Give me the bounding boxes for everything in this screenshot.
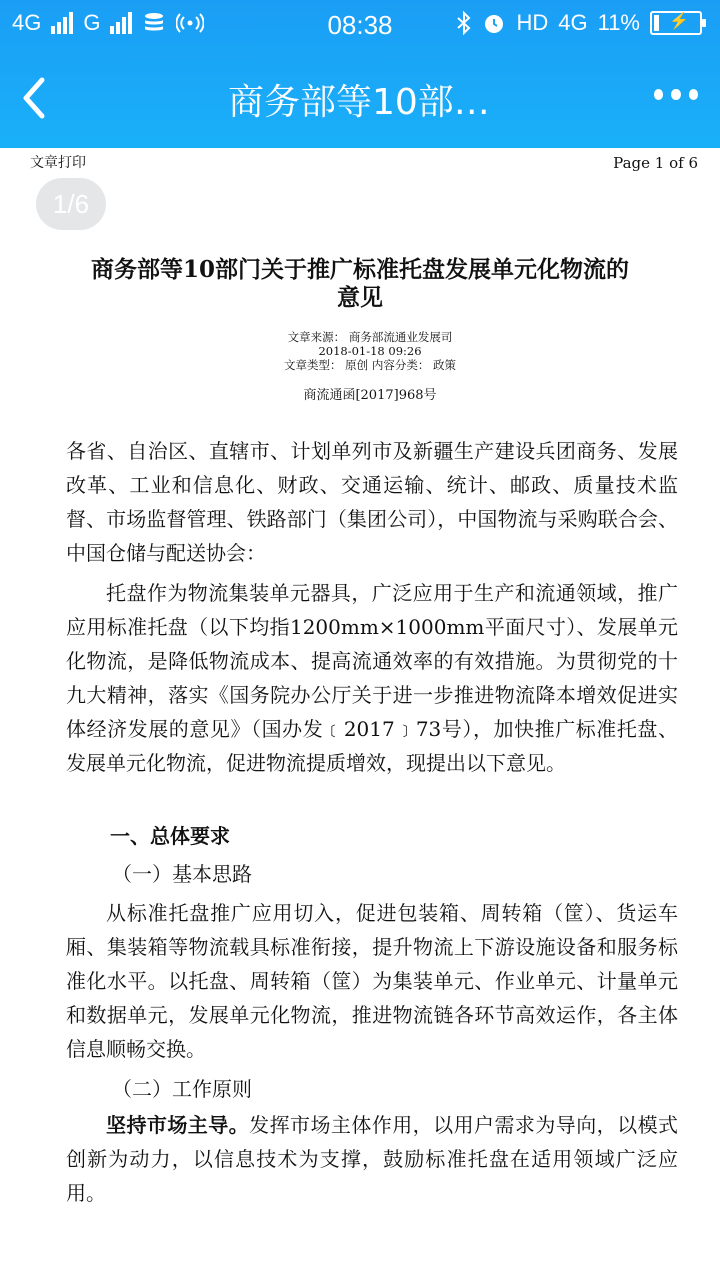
nav-bar [0,58,720,138]
print-label: 文章打印 [30,155,86,171]
network-type-1: 4G [12,10,42,35]
back-arrow-icon[interactable] [14,70,54,126]
page-indicator-badge: 1/6 [36,178,106,230]
principle-text: 发挥市场主体作用，以用户需求为导向，以模式创新为动力，以信息技术为支撑，鼓励标准托盘在适用领域广泛应用。 [66,1113,679,1205]
meta-source: 文章来源： 商务部流通业发展司 [287,330,453,344]
network-type-2: G [83,10,101,35]
battery-percent: 11% [597,10,640,35]
network-type-3: 4G [558,10,588,35]
meta-type: 文章类型： 原创 内容分类： 政策 [284,358,456,372]
battery-icon: ⚡ [650,11,702,35]
document-meta [0,330,720,372]
more-options-icon[interactable] [654,82,698,106]
section-heading-1: 一、总体要求 [110,824,230,848]
document-title-line-2: 意见 [337,284,383,311]
document-title [0,256,720,312]
meta-date: 2018-01-18 09:26 [318,344,422,358]
principle-emphasis: 坚持市场主导。 [106,1113,250,1137]
app-header [0,0,720,148]
subsection-heading-2: （二）工作原则 [112,1077,252,1101]
paragraph-intro: 托盘作为物流集装单元器具，广泛应用于生产和流通领域，推广应用标准托盘（以下均指1200mm×1000mm平面尺寸）、发展单元化物流，是降低物流成本、提高流通效率的有效措施。为贯彻党的十九大精神，落实《国务院办公厅关于进一步推进物流降本增效促进实体经济发展的意见》（国办发﹝2017﹞73号），加快推广标准托盘、发展单元化物流，促进物流提质增效，现提出以下意见。 [66,581,678,775]
page-counter: Page 1 of 6 [613,154,698,172]
bluetooth-icon [456,11,472,35]
status-bar [0,0,720,50]
document-number: 商流通函[2017]968号 [303,388,437,403]
clock: 08:38 [327,10,393,40]
hd-indicator: HD [516,10,549,35]
paragraph-addressees: 各省、自治区、直辖市、计划单列市及新疆生产建设兵团商务、发展改革、工业和信息化、财政、交通运输、统计、邮政、质量技术监督、市场监督管理、铁路部门（集团公司），中国物流与采购联合会、中国仓储与配送协会： [66,439,678,565]
document-title-line-1: 商务部等10部门关于推广标准托盘发展单元化物流的 [90,256,629,283]
paragraph-basic-idea: 从标准托盘推广应用切入，促进包装箱、周转箱（筐）、货运车厢、集装箱等物流载具标准衔接，提升物流上下游设施设备和服务标准化水平。以托盘、周转箱（筐）为集装单元、作业单元、计量单元和数据单元，发展单元化物流，推进物流链各环节高效运作，各主体信息顺畅交换。 [66,901,678,1061]
subsection-heading-1: （一）基本思路 [112,862,252,886]
document-view[interactable] [0,148,720,1280]
page-title: 商务部等10部… [228,82,490,123]
alarm-icon [482,11,506,35]
paragraph-principle [66,1108,678,1210]
